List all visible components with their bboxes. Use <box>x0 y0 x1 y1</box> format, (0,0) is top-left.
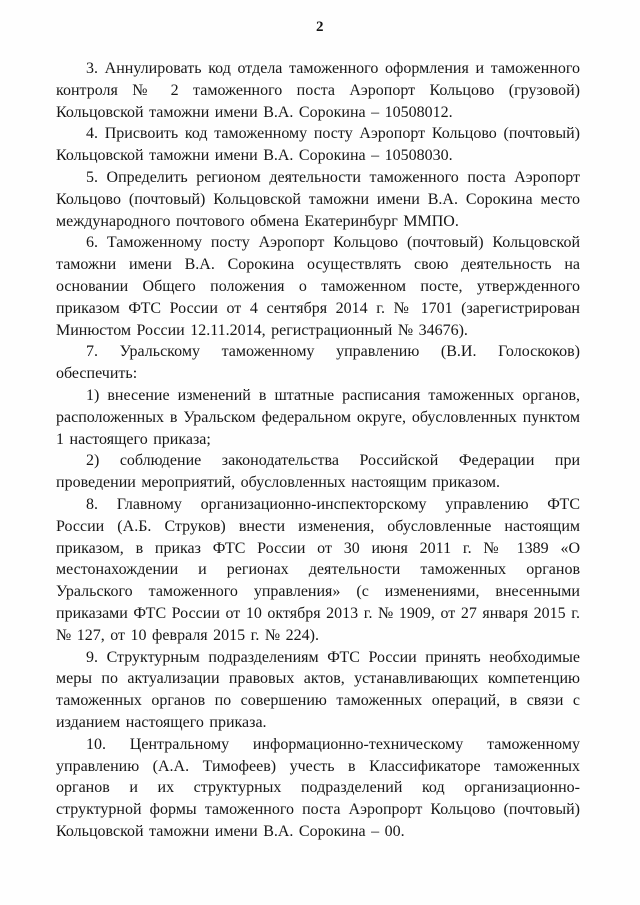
clause-4: 4. Присвоить код таможенному посту Аэропорт Кольцово (почтовый) Кольцовской таможни имени В.А. Сорокина – 10508030. <box>56 125 580 165</box>
document-body <box>56 58 580 843</box>
clause-7-sub-1: 1) внесение изменений в штатные расписания таможенных органов, расположенных в Уральском федеральном округе, обусловленных пунктом 1 настоящего приказа; <box>56 386 580 448</box>
clause-9: 9. Структурным подразделениям ФТС России принять необходимые меры по актуализации правовых актов, устанавливающих компетенцию таможенных органов по совершению таможенных операций, в связи с изданием настоящего приказа. <box>56 648 580 731</box>
clause-10: 10. Центральному информационно-техническому таможенному управлению (А.А. Тимофеев) учесть в Классификаторе таможенных органов и их структурных подразделений код организационно-структурной формы таможенного поста Аэропрорт Кольцово (почтовый) Кольцовской таможни имени В.А. Сорокина – 00. <box>56 735 580 840</box>
clause-7-sub-2: 2) соблюдение законодательства Российской Федерации при проведении мероприятий, обусловленных настоящим приказом. <box>56 452 580 492</box>
clause-3: 3. Аннулировать код отдела таможенного оформления и таможенного контроля № 2 таможенного поста Аэропорт Кольцово (грузовой) Кольцовской таможни имени В.А. Сорокина – 10508012. <box>56 60 580 121</box>
page-number: 2 <box>316 19 324 35</box>
clause-7: 7. Уральскому таможенному управлению (В.И. Голоскоков) обеспечить: <box>56 343 580 383</box>
clause-6: 6. Таможенному посту Аэропорт Кольцово (почтовый) Кольцовской таможни имени В.А. Сорокина осуществлять свою деятельность на основании Общего положения о таможенном посте, утвержденного приказом ФТС России от 4 сентября 2014 г. № 1701 (зарегистрирован Минюстом России 12.11.2014, регистрационный № 34676). <box>56 234 580 339</box>
clause-5: 5. Определить регионом деятельности таможенного поста Аэропорт Кольцово (почтовый) Кольцовской таможни имени В.А. Сорокина место международного почтового обмена Екатеринбург ММПО. <box>56 168 580 230</box>
clause-8: 8. Главному организационно-инспекторскому управлению ФТС России (А.Б. Струков) внести изменения, обусловленные настоящим приказом, в приказ ФТС России от 30 июня 2011 г. № 1389 «О местонахождении и регионах деятельности таможенных органов Уральского таможенного управления» (с изменениями, внесенными приказами ФТС России от 10 октября 2013 г. № 1909, от 27 января 2015 г. № 127, от 10 февраля 2015 г. № 224). <box>56 495 580 644</box>
